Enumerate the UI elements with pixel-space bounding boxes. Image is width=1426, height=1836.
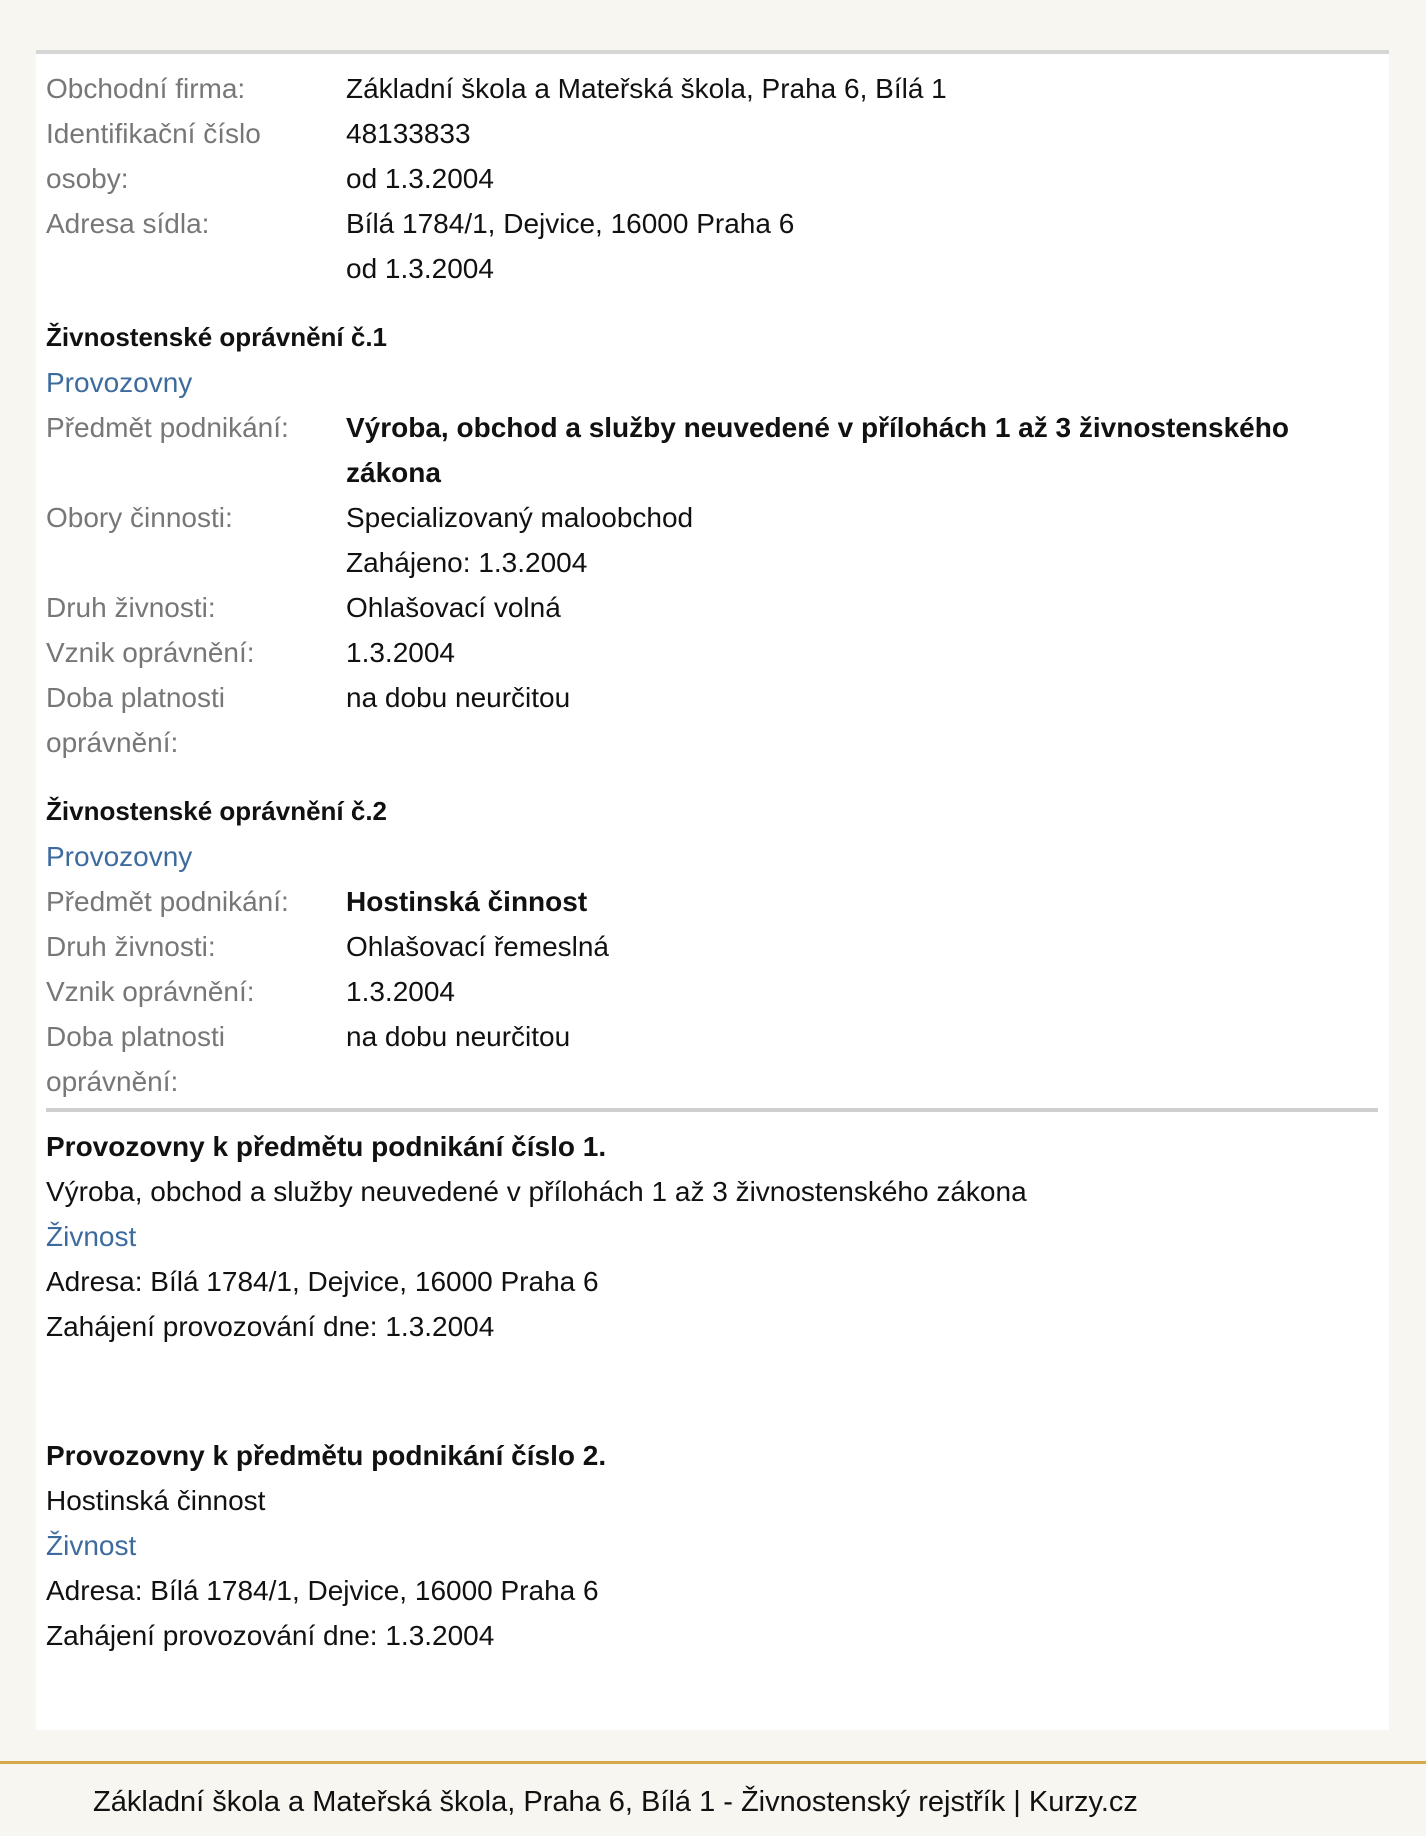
footer-text: Základní škola a Mateřská škola, Praha 6, Bílá 1 - Živnostenský rejstřík | Kurzy.cz (93, 1786, 1138, 1818)
permit-1-fields-values (346, 495, 1386, 585)
permit-1-origin-row (46, 630, 1386, 675)
footer-rule (0, 1761, 1426, 1764)
permit-1-fields-value: Specializovaný maloobchod (346, 502, 694, 533)
permit-1-validity-label: Doba platnosti oprávnění: (46, 682, 226, 758)
permit-2-subject-label: Předmět podnikání: (46, 886, 289, 917)
permit-2-type-value: Ohlašovací řemeslná (346, 931, 610, 962)
section-divider (46, 1108, 1378, 1112)
address-value: Bílá 1784/1, Dejvice, 16000 Praha 6 (346, 208, 795, 239)
establishment-2-start: Zahájení provozování dne: 1.3.2004 (46, 1620, 495, 1651)
address-row (46, 201, 1386, 291)
establishment-1-zivnost-link[interactable]: Živnost (46, 1221, 137, 1252)
permit-2-validity-label: Doba platnosti oprávnění: (46, 1021, 226, 1097)
permit-2-subject-row (46, 879, 1386, 924)
registry-record (36, 50, 1389, 1730)
establishment-1 (46, 1124, 1389, 1349)
establishment-1-title: Provozovny k předmětu podnikání číslo 1. (46, 1131, 607, 1162)
permit-2-provozovny-link[interactable]: Provozovny (46, 841, 193, 872)
establishment-1-subject: Výroba, obchod a služby neuvedené v přílohách 1 až 3 živnostenského zákona (46, 1176, 1027, 1207)
permit-2-heading: Živnostenské oprávnění č.2 (46, 796, 388, 826)
permit-1-fields-started: Zahájeno: 1.3.2004 (346, 547, 588, 578)
establishment-2 (46, 1433, 1389, 1658)
permit-2-type-label: Druh živnosti: (46, 931, 216, 962)
address-label: Adresa sídla: (46, 208, 210, 239)
ico-since: od 1.3.2004 (346, 163, 494, 194)
firm-name-label: Obchodní firma: (46, 73, 246, 104)
permit-1-heading: Živnostenské oprávnění č.1 (46, 322, 388, 352)
establishment-2-subject: Hostinská činnost (46, 1485, 266, 1516)
establishment-2-title: Provozovny k předmětu podnikání číslo 2. (46, 1440, 607, 1471)
firm-name-row (46, 66, 1386, 111)
permit-1-fields-row (46, 495, 1386, 585)
permit-1-subject-row (46, 405, 1386, 495)
permit-1-subject-value: Výroba, obchod a služby neuvedené v přílohách 1 až 3 živnostenského zákona (346, 412, 1289, 488)
permit-1-provozovny-link[interactable]: Provozovny (46, 367, 193, 398)
permit-1-type-label: Druh živnosti: (46, 592, 216, 623)
permit-2-subject-value: Hostinská činnost (346, 886, 588, 917)
permit-1-type-value: Ohlašovací volná (346, 592, 561, 623)
establishment-2-zivnost-link[interactable]: Živnost (46, 1530, 137, 1561)
permit-2-validity-value: na dobu neurčitou (346, 1021, 571, 1052)
ico-row (46, 111, 1386, 201)
ico-values (346, 111, 1386, 201)
address-values (346, 201, 1386, 291)
establishment-1-address: Adresa: Bílá 1784/1, Dejvice, 16000 Praha 6 (46, 1266, 599, 1297)
permit-2-validity-row (46, 1014, 1386, 1104)
permit-1-validity-value: na dobu neurčitou (346, 682, 571, 713)
establishment-2-address: Adresa: Bílá 1784/1, Dejvice, 16000 Praha 6 (46, 1575, 599, 1606)
permit-1-origin-value: 1.3.2004 (346, 637, 455, 668)
address-since: od 1.3.2004 (346, 253, 494, 284)
permit-2-origin-value: 1.3.2004 (346, 976, 455, 1007)
permit-1-subject-label: Předmět podnikání: (46, 412, 289, 443)
firm-name-value: Základní škola a Mateřská škola, Praha 6, Bílá 1 (346, 73, 947, 104)
permit-1-origin-label: Vznik oprávnění: (46, 637, 255, 668)
permit-1-validity-row (46, 675, 1386, 765)
permit-1-fields-label: Obory činnosti: (46, 502, 233, 533)
establishment-1-start: Zahájení provozování dne: 1.3.2004 (46, 1311, 495, 1342)
ico-label: Identifikační číslo osoby: (46, 118, 261, 194)
permit-2-origin-label: Vznik oprávnění: (46, 976, 255, 1007)
ico-value: 48133833 (346, 118, 471, 149)
permit-2-type-row (46, 924, 1386, 969)
permit-1-type-row (46, 585, 1386, 630)
permit-2-origin-row (46, 969, 1386, 1014)
firm-info (46, 66, 1386, 1104)
